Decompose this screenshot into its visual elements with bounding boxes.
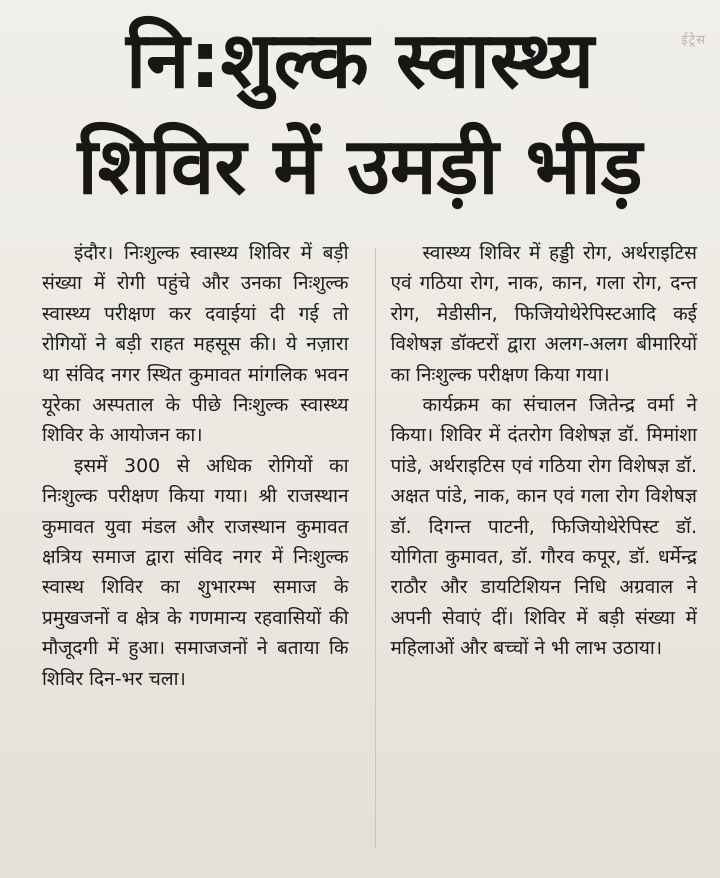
headline-line-2: शिविर में उमड़ी भीड़ — [77, 122, 643, 212]
paragraph: कार्यक्रम का संचालन जितेन्द्र वर्मा ने किया। शिविर में दंतरोग विशेषज्ञ डॉ. मिमांशा पांडे, अर्थराइटिस एवं गठिया रोग विशेषज्ञ डॉ. अक्षत पांडे, नाक, कान एवं गला रोग विशेषज्ञ डॉ. दिगन्त पाटनी, फिजियोथेरेपिस्ट डॉ. योगिता कुमावत, डॉ. गौरव कपूर, डॉ. धर्मेन्द्र राठौर और डायटिशियन निधि अग्रवाल ने अपनी सेवाएं दीं। शिविर में बड़ी संख्या में महिलाओं और बच्चों ने भी लाभ उठाया। — [390, 394, 697, 660]
headline — [0, 0, 720, 220]
paragraph: इसमें 300 से अधिक रोगियों का निःशुल्क परीक्षण किया गया। श्री राजस्थान कुमावत युवा मंडल और राजस्थान कुमावत क्षत्रिय समाज द्वारा संविद नगर में निःशुल्क स्वास्थ शिविर का शुभारम्भ समाज के प्रमुखजनों व क्षेत्र के गणमान्य रहवासियों की मौजूदगी में हुआ। समाजजनों ने बताया कि शिविर दिन-भर चला। — [42, 454, 349, 690]
paragraph: इंदौर। निःशुल्क स्वास्थ्य शिविर में बड़ी संख्या में रोगी पहुंचे और उनका निःशुल्क स्वास्थ्य परीक्षण कर दवाईयां दी गई तो रोगियों ने बड़ी राहत महसूस की। ये नज़ारा था संविद नगर स्थित कुमावत मांगलिक भवन यूरेका अस्पताल के पीछे निःशुल्क स्वास्थ्य शिविर के आयोजन का। — [42, 242, 349, 447]
headline-line-1: नि:शुल्क स्वास्थ्य — [125, 16, 594, 106]
article-body — [42, 238, 697, 863]
right-column — [391, 238, 698, 863]
left-column — [42, 238, 349, 863]
paragraph: स्वास्थ्य शिविर में हड्डी रोग, अर्थराइटिस एवं गठिया रोग, नाक, कान, गला रोग, दन्त रोग, मेडीसीन, फिजियोथेरेपिस्टआदि कई विशेषज्ञ डॉक्टरों द्वारा अलग-अलग बीमारियों का निःशुल्क परीक्षण किया गया। — [390, 242, 697, 386]
corner-mark: ईट्रेस — [681, 33, 706, 48]
